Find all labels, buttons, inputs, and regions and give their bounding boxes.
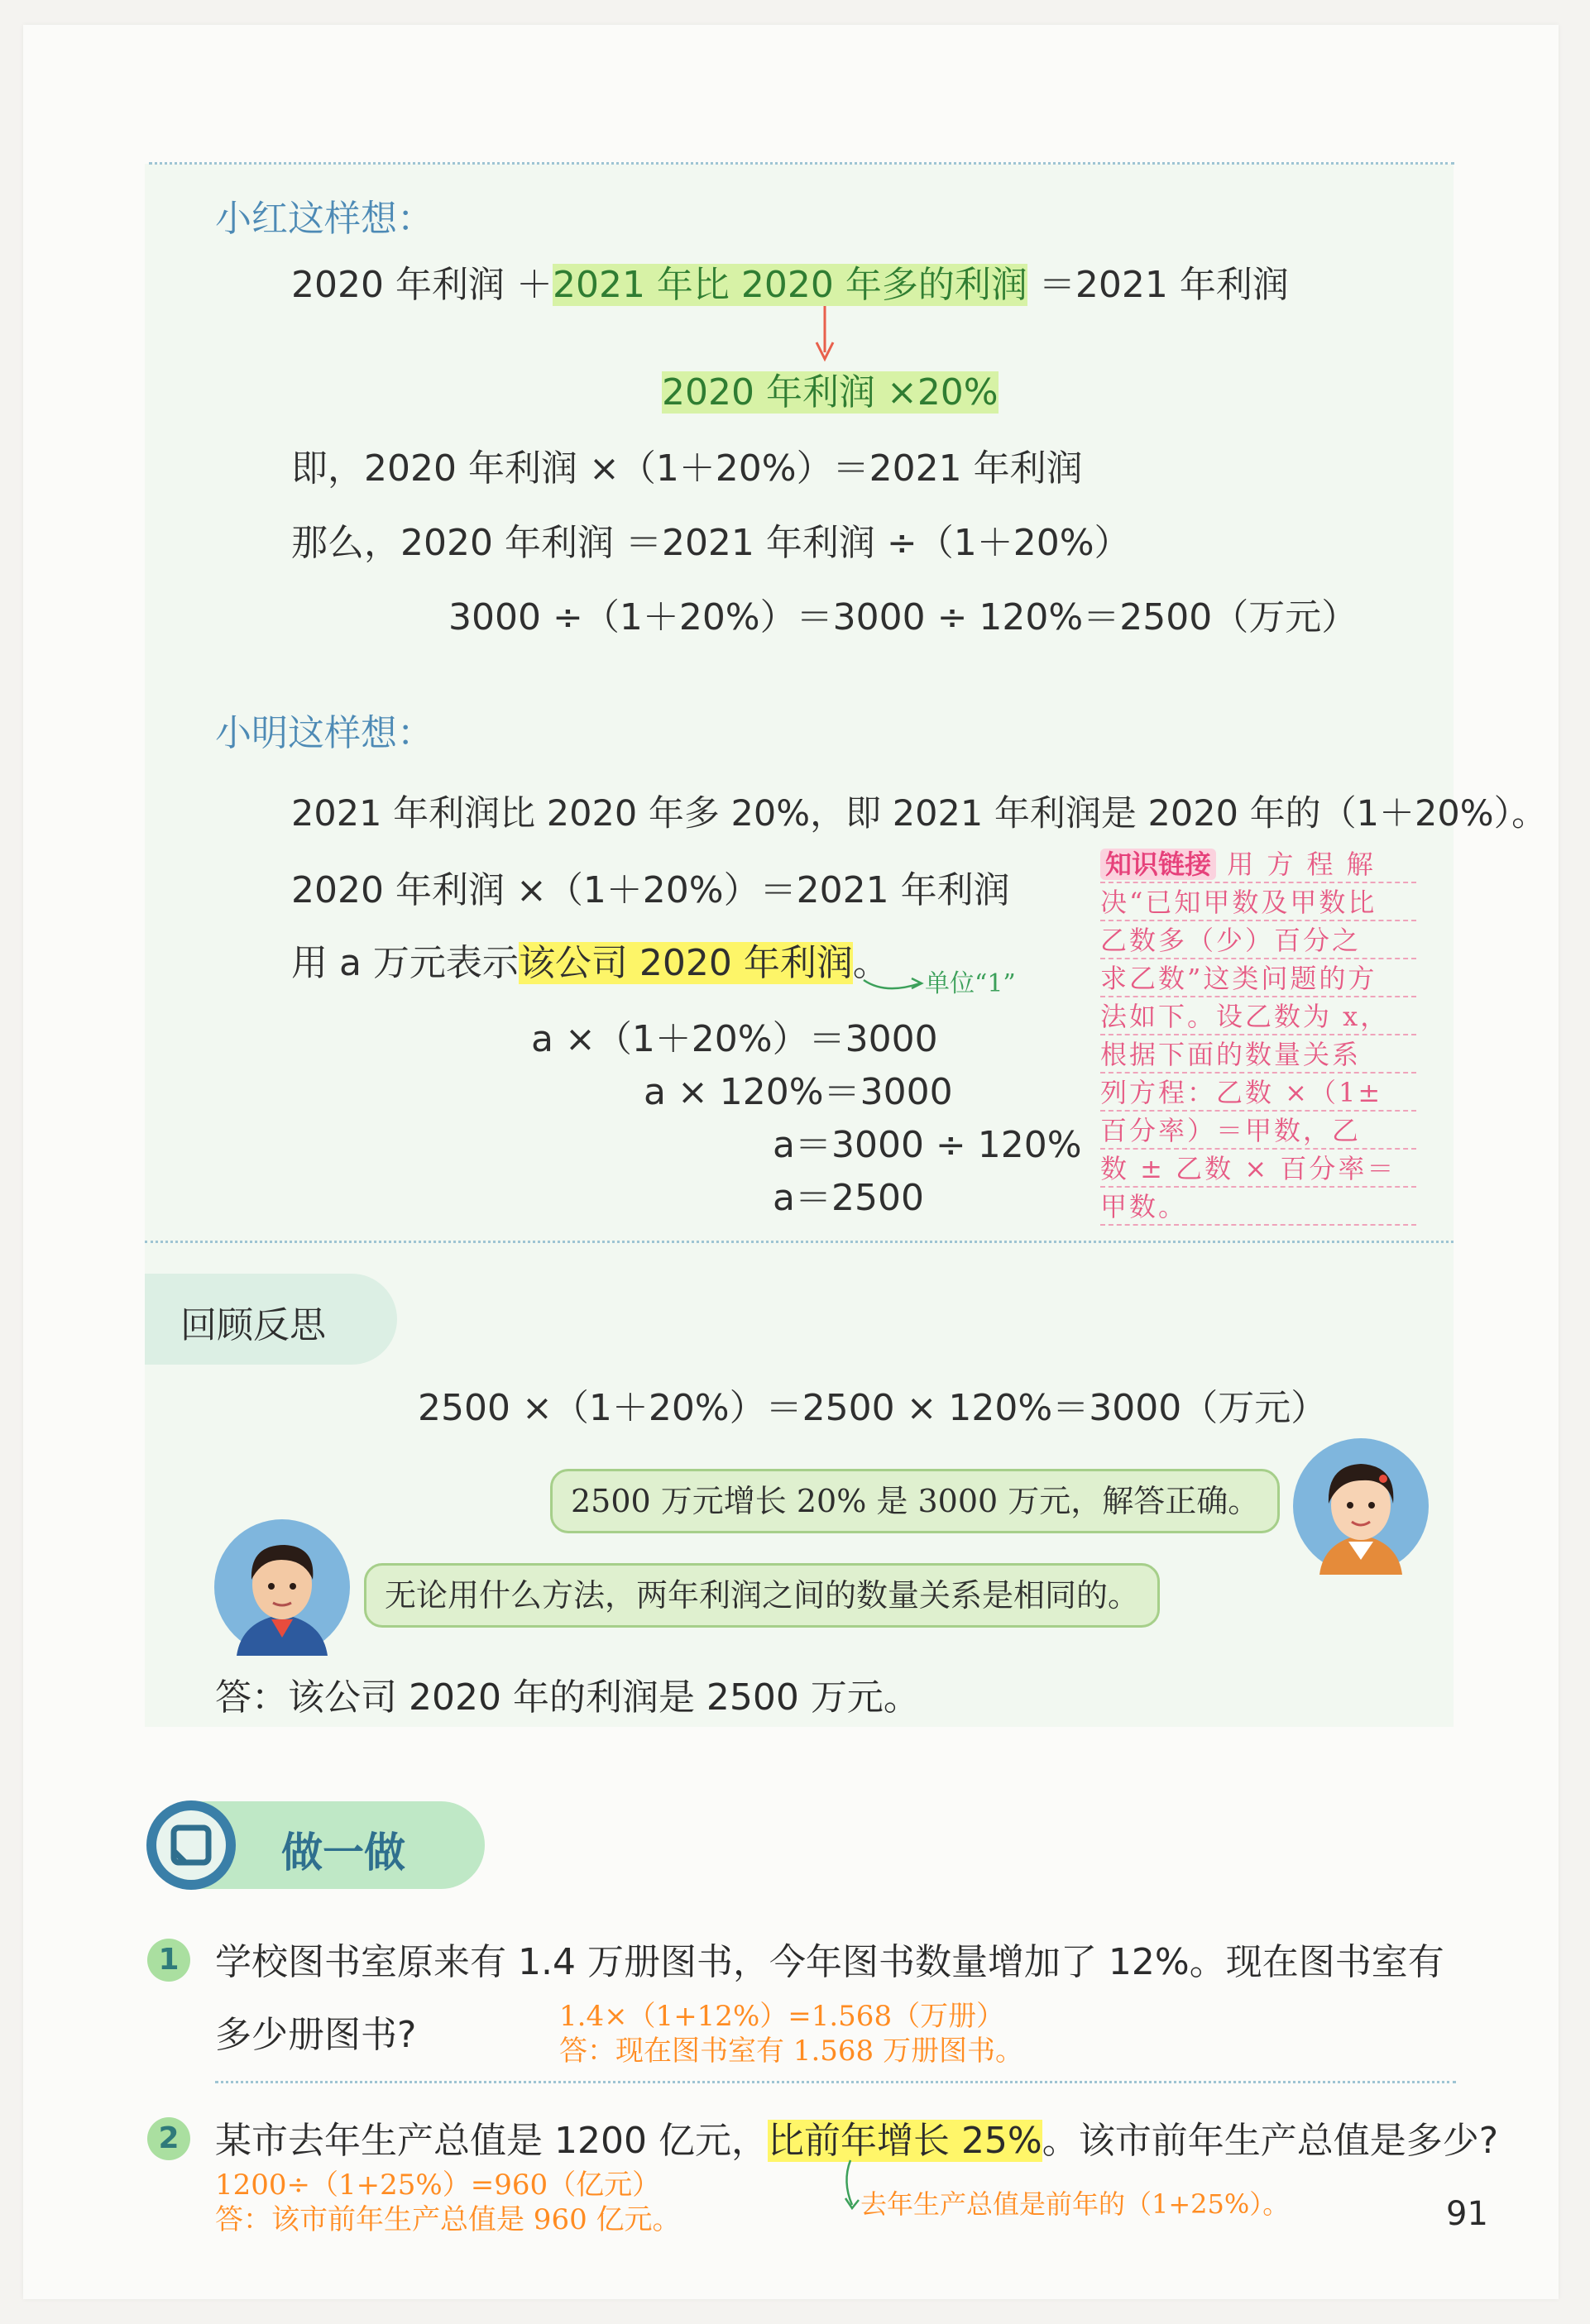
question-2-number: 2 bbox=[147, 2117, 190, 2160]
down-arrow-icon bbox=[812, 304, 837, 364]
top-divider bbox=[149, 162, 1454, 165]
question-1-handwriting-calc: 1.4×（1+12%）=1.568（万册） bbox=[559, 2000, 1005, 2033]
question-2-handwriting-calc: 1200÷（1+25%）=960（亿元） bbox=[215, 2169, 661, 2202]
page-number: 91 bbox=[1446, 2195, 1488, 2233]
term-2020-profit: 2020 年利润 bbox=[291, 264, 505, 306]
xiaohong-heading: 小红这样想： bbox=[215, 198, 433, 240]
practice-icon bbox=[144, 1798, 238, 1892]
question-2-text: 某市去年生产总值是 1200 亿元，比前年增长 25%。该市前年生产总值是多少? bbox=[215, 2120, 1499, 2162]
question-1-text-line2: 多少册图书? bbox=[215, 2014, 417, 2056]
girl-avatar bbox=[1291, 1436, 1431, 1576]
xiaohong-line1 bbox=[291, 255, 1289, 308]
boy-avatar bbox=[212, 1517, 352, 1657]
equation-3: a＝3000 ÷ 120% bbox=[773, 1124, 1082, 1166]
review-check: 2500 ×（1＋20%）＝2500 × 120%＝3000（万元） bbox=[418, 1387, 1328, 1429]
practice-title: 做一做 bbox=[281, 1828, 405, 1877]
xiaoming-line3: 用 a 万元表示该公司 2020 年利润。 bbox=[291, 942, 889, 984]
equation-2: a × 120%＝3000 bbox=[644, 1071, 953, 1113]
question-1-handwriting-answer: 答：现在图书室有 1.568 万册图书。 bbox=[559, 2035, 1023, 2068]
question-2-handwriting-note: 去年生产总值是前年的（1+25%）。 bbox=[860, 2188, 1290, 2220]
term-2021-profit: ＝2021 年利润 bbox=[1038, 264, 1289, 306]
xiaohong-line2: 2020 年利润 ×20% bbox=[662, 371, 999, 414]
xiaoming-line1: 2021 年利润比 2020 年多 20%，即 2021 年利润是 2020 年的（1＋20%）。 bbox=[291, 793, 1548, 834]
xiaoming-line2: 2020 年利润 ×（1＋20%）＝2021 年利润 bbox=[291, 869, 1010, 911]
boy-speech-bubble: 无论用什么方法，两年利润之间的数量关系是相同的。 bbox=[364, 1563, 1160, 1628]
question-divider bbox=[215, 2081, 1456, 2083]
question-2-handwriting-answer: 答：该市前年生产总值是 960 亿元。 bbox=[215, 2203, 681, 2236]
equation-4: a＝2500 bbox=[773, 1177, 924, 1219]
question-2-highlight: 比前年增长 25% bbox=[767, 2120, 1042, 2162]
annotation-arrow-icon bbox=[860, 972, 927, 997]
xiaohong-line3: 即，2020 年利润 ×（1＋20%）＝2021 年利润 bbox=[291, 447, 1083, 490]
xiaohong-line4: 那么，2020 年利润 ＝2021 年利润 ÷（1＋20%） bbox=[291, 522, 1131, 564]
equation-1: a ×（1＋20%）＝3000 bbox=[531, 1018, 938, 1060]
plus-sign: ＋ bbox=[515, 264, 553, 306]
knowledge-note: 知识链接 用 方 程 解 决“已知甲数及甲数比 乙数多（少）百分之 求乙数”这类问题的方 法如下。设乙数为 x， 根据下面的数量关系 列方程：乙数 ×（1± 百分率）＝甲数，乙 数 ± 乙数 × 百分率＝ 甲数。 bbox=[1100, 845, 1416, 1226]
term-extra-profit: 2021 年比 2020 年多的利润 bbox=[552, 264, 1027, 306]
unit-one-annotation: 单位“1” bbox=[925, 969, 1016, 998]
question-1-number: 1 bbox=[147, 1939, 190, 1982]
knowledge-note-tag: 知识链接 bbox=[1100, 849, 1216, 880]
xiaoming-heading: 小明这样想： bbox=[215, 712, 433, 754]
review-divider bbox=[145, 1241, 1454, 1243]
review-title: 回顾反思 bbox=[180, 1304, 326, 1346]
review-answer: 答：该公司 2020 年的利润是 2500 万元。 bbox=[215, 1676, 920, 1719]
girl-speech-bubble: 2500 万元增长 20% 是 3000 万元，解答正确。 bbox=[550, 1469, 1280, 1533]
xiaohong-line5: 3000 ÷（1＋20%）＝3000 ÷ 120%＝2500（万元） bbox=[448, 596, 1358, 638]
question-1-text-line1: 学校图书室原来有 1.4 万册图书，今年图书数量增加了 12%。现在图书室有 bbox=[215, 1941, 1444, 1983]
highlight-unit-one: 该公司 2020 年利润 bbox=[518, 942, 853, 984]
